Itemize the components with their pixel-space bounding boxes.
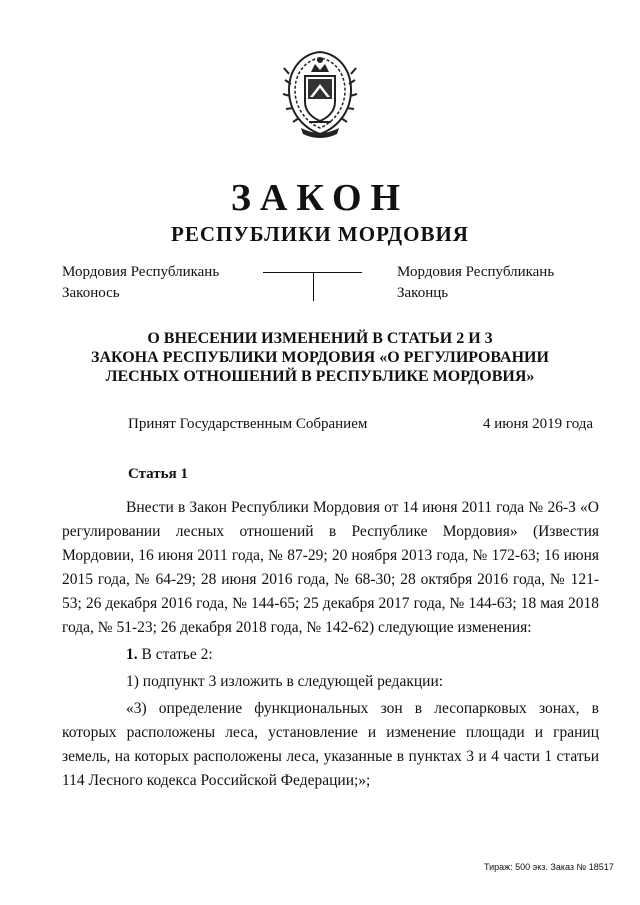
item-text: В статье 2: — [137, 646, 213, 663]
document-heading — [0, 329, 640, 386]
article-title: Статья 1 — [128, 466, 188, 482]
erzya-title-line-1: Мордовия Республикань — [397, 264, 555, 280]
erzya-title-block — [397, 262, 554, 304]
article-paragraph: Внести в Закон Республики Мордовия от 14 июня 2011 года № 26-З «О регулировании лесных отношений в Республике Мордовия» (Известия Мордовии, 16 июня 2011 года, № 87-29; 20 ноября 2013 года, № 172-63; 16 июня 2015 года, № 64-29; 28 июня 2016 года, № 68-30; 28 октября 2016 года, № 121-53; 26 декабря 2016 года, № 144-65; 25 декабря 2017 года, № 144-63; 18 мая 2018 года, № 51-23; 26 декабря 2018 года, № 142-62) следующие изменения: — [62, 499, 599, 636]
erzya-title-line-2: Законць — [397, 285, 449, 301]
law-subtitle: РЕСПУБЛИКИ МОРДОВИЯ — [171, 222, 469, 246]
adoption-date: 4 июня 2019 года — [483, 416, 594, 432]
article-quote: «3) определение функциональных зон в лесопарковых зонах, в которых расположены леса, установление и изменение площади и границ земель, на которых расположены леса, указанные в пунктах 3 и 4 части 1 статьи 114 Лесного кодекса Российской Федерации;»; — [62, 700, 599, 789]
coat-of-arms-icon — [273, 44, 367, 142]
article-subitem: 1) подпункт 3 изложить в следующей редакции: — [126, 673, 444, 690]
moksha-title-block — [62, 262, 219, 304]
header-divider-vertical — [313, 272, 314, 301]
law-title: ЗАКОН — [230, 177, 410, 219]
moksha-title-line-1: Мордовия Республикань — [62, 264, 220, 280]
heading-line-2: ЗАКОНА РЕСПУБЛИКИ МОРДОВИЯ «О РЕГУЛИРОВАНИИ — [91, 349, 549, 366]
heading-line-1: О ВНЕСЕНИИ ИЗМЕНЕНИЙ В СТАТЬИ 2 И 3 — [147, 330, 493, 347]
print-run-note: Тираж: 500 экз. Заказ № 18517 — [484, 862, 614, 872]
heading-line-3: ЛЕСНЫХ ОТНОШЕНИЙ В РЕСПУБЛИКЕ МОРДОВИЯ» — [105, 368, 535, 385]
article-item — [62, 643, 599, 667]
article-body — [62, 496, 599, 796]
adoption-body: Принят Государственным Собранием — [128, 416, 368, 432]
item-number: 1. — [126, 646, 138, 663]
moksha-title-line-2: Законось — [62, 285, 120, 301]
